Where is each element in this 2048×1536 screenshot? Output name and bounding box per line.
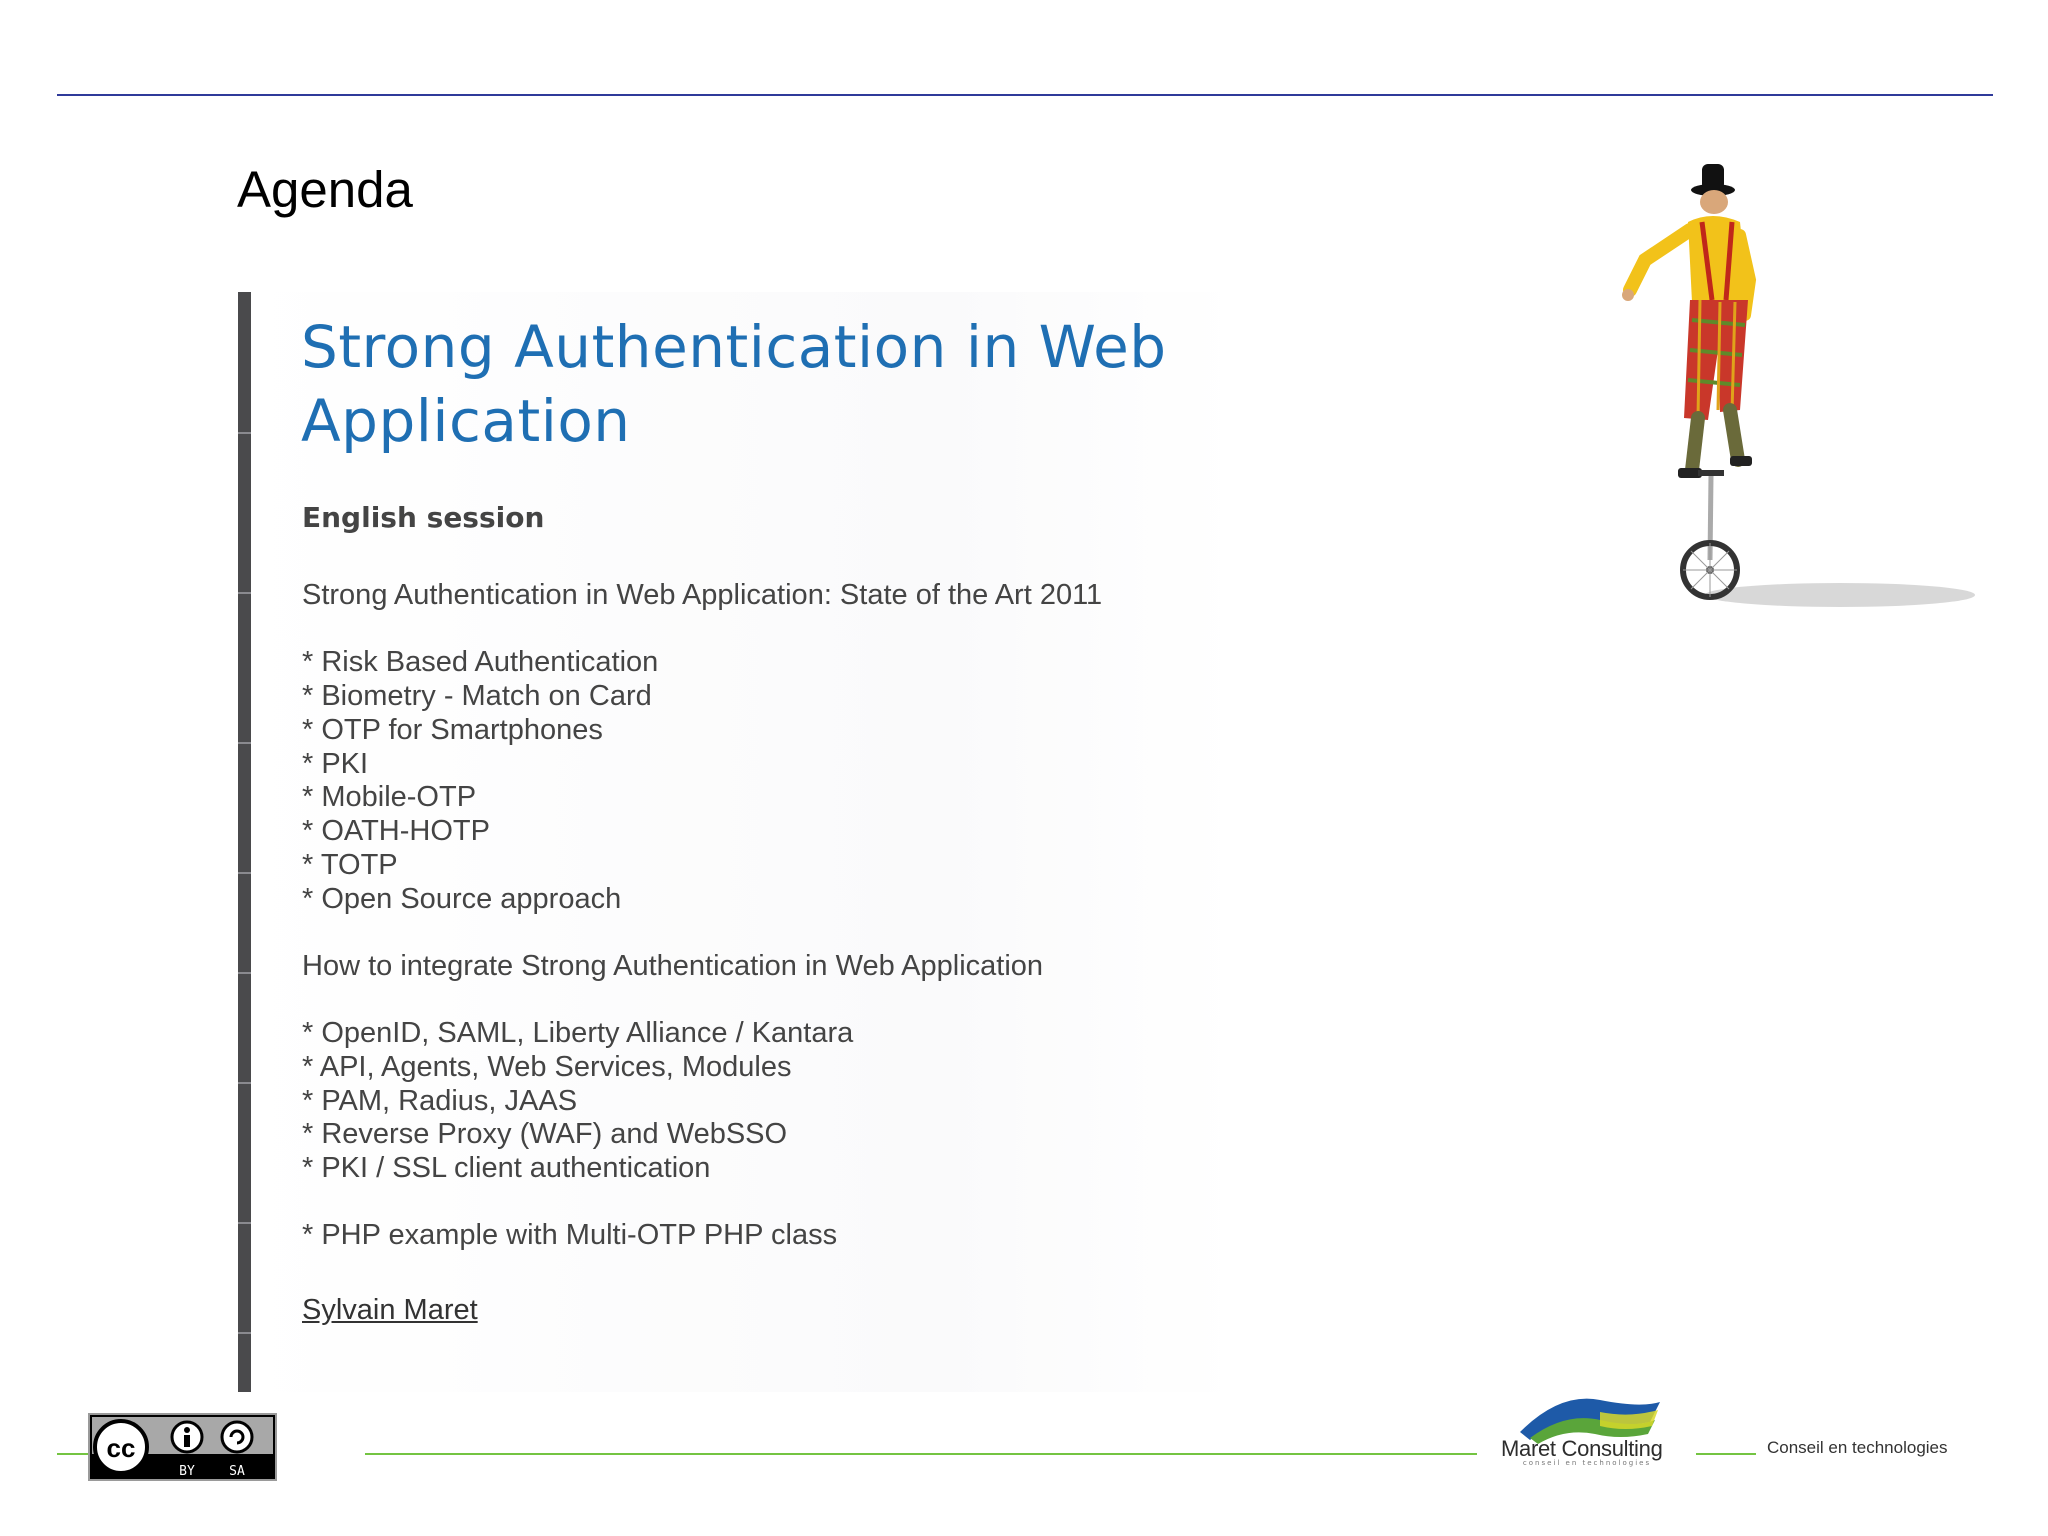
by-text: BY: [179, 1464, 195, 1479]
list-item: * Reverse Proxy (WAF) and WebSSO: [302, 1118, 788, 1150]
list-item: * OpenID, SAML, Liberty Alliance / Kantara: [302, 1017, 854, 1049]
list-item: * Biometry - Match on Card: [302, 680, 652, 712]
list-item: * PKI: [302, 748, 369, 780]
session-intro: Strong Authentication in Web Application: State of the Art 2011: [302, 579, 1103, 611]
php-item: * PHP example with Multi-OTP PHP class: [302, 1219, 838, 1251]
footer-rule-center: [365, 1453, 1477, 1455]
unicyclist-illustration: [1580, 150, 1980, 650]
list-item: * API, Agents, Web Services, Modules: [302, 1051, 792, 1083]
footer-tagline: Conseil en technologies: [1767, 1438, 1948, 1457]
sa-text: SA: [229, 1464, 245, 1479]
footer-rule-right: [1696, 1453, 1756, 1455]
creative-commons-by-sa-icon[interactable]: [88, 1413, 277, 1481]
logo-name: Maret Consulting: [1501, 1436, 1663, 1461]
list-item: * Open Source approach: [302, 883, 622, 915]
session-language: English session: [302, 501, 545, 534]
list-item: * Mobile-OTP: [302, 781, 477, 813]
list-item: * OATH-HOTP: [302, 815, 490, 847]
left-edge-bar: [238, 292, 251, 1392]
slide-title: Agenda: [237, 161, 413, 218]
header-rule: [57, 94, 1993, 96]
list-item: * PKI / SSL client authentication: [302, 1152, 711, 1184]
cc-text: cc: [106, 1433, 136, 1463]
session-title-line2: Application: [301, 387, 631, 455]
author-link[interactable]: Sylvain Maret: [302, 1294, 478, 1326]
cc-badge-graphic: [90, 1415, 275, 1479]
logo-subtitle: conseil en technologies: [1522, 1459, 1652, 1467]
session-title-line1: Strong Authentication in Web: [301, 313, 1167, 381]
list-item: * TOTP: [302, 849, 398, 881]
footer-rule-left: [57, 1453, 88, 1455]
list-item: * OTP for Smartphones: [302, 714, 603, 746]
list-item: * Risk Based Authentication: [302, 646, 659, 678]
list-item: * PAM, Radius, JAAS: [302, 1085, 578, 1117]
integration-heading: How to integrate Strong Authentication in Web Application: [302, 950, 1044, 982]
session-title: [301, 310, 1201, 458]
